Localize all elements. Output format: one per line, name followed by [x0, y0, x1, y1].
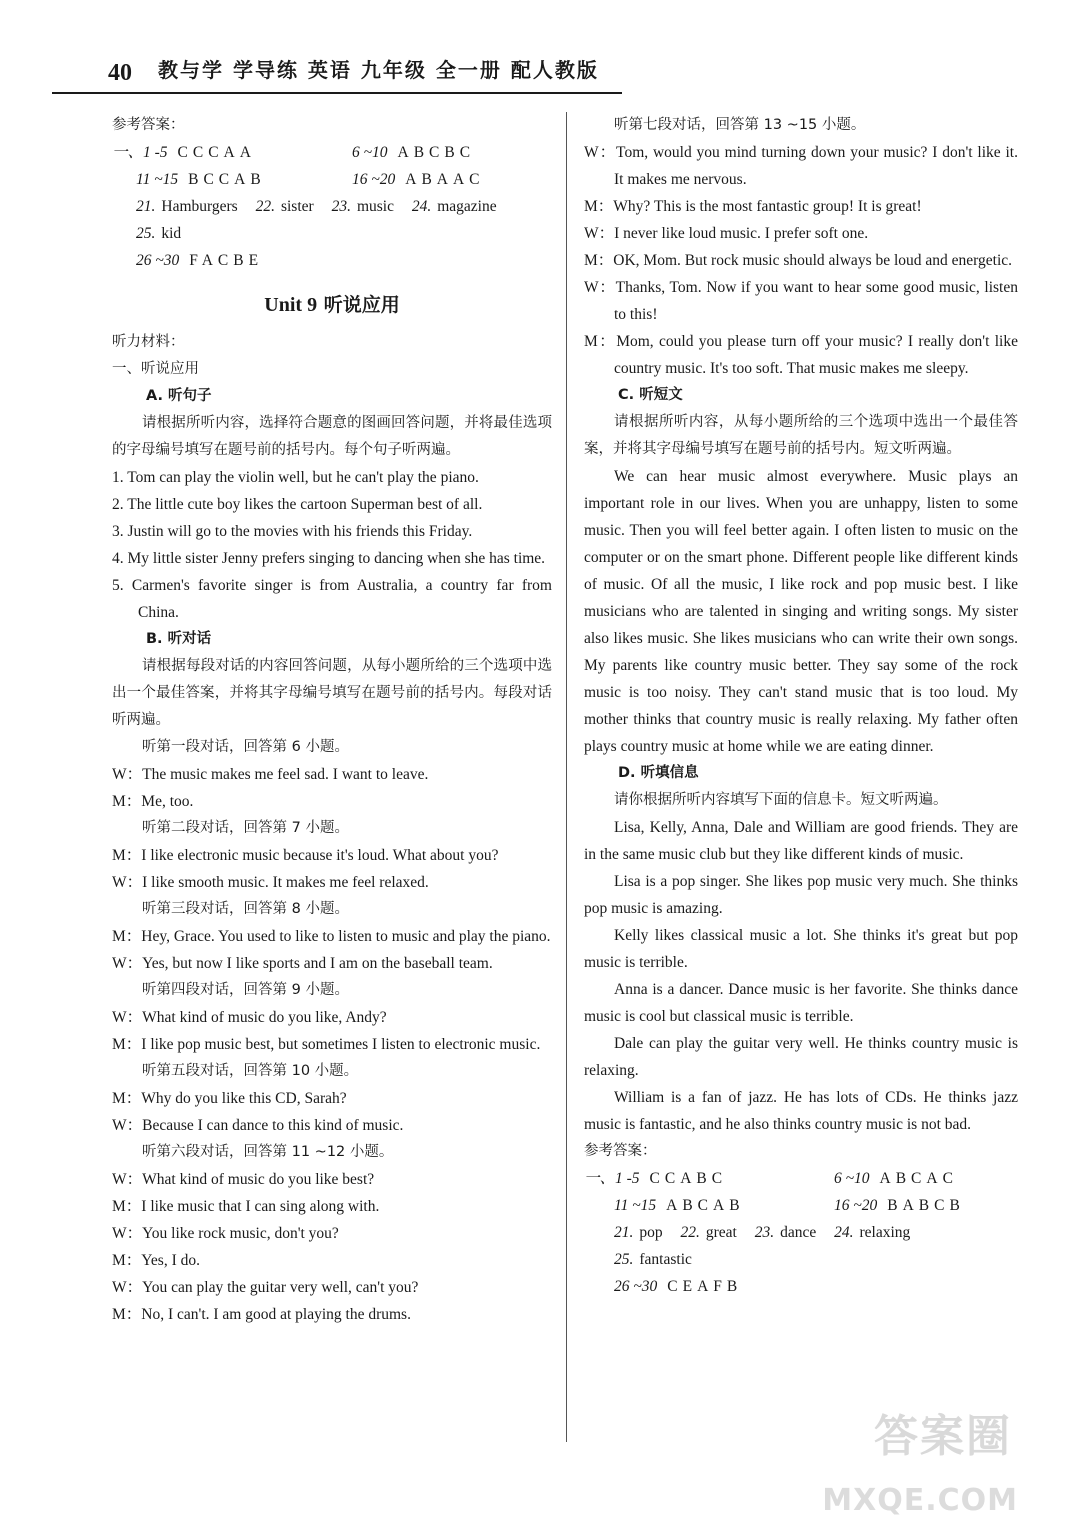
fill-word: fantastic — [639, 1251, 692, 1268]
fill-number: 22. — [680, 1224, 700, 1241]
answer-range: 16 ~20 — [352, 171, 396, 188]
dialogue-line: M：Me, too. — [112, 793, 194, 810]
dialogue-line: W：You can play the guitar very well, can't you? — [112, 1279, 419, 1296]
answer-letters: ABCAB — [666, 1197, 745, 1214]
sentence-item: 1. Tom can play the violin well, but he can't play the piano. — [112, 469, 479, 486]
fill-word: kid — [161, 225, 182, 242]
materials-heading: 听力材料： — [112, 334, 185, 350]
answer-range: 6 ~10 — [834, 1170, 870, 1187]
info-paragraph: Lisa is a pop singer. She likes pop music very much. She thinks pop music is amazing. — [584, 873, 1018, 917]
section-c-title: C. 听短文 — [618, 387, 683, 403]
fill-word: Hamburgers — [161, 198, 238, 215]
answer-letters: BCCAB — [188, 171, 266, 188]
dialogue-line: M：No, I can't. I am good at playing the drums. — [112, 1306, 411, 1323]
watermark-logo: 答案圈 — [874, 1411, 1012, 1462]
dialogue-line: W：Thanks, Tom. Now if you want to hear some good music, listen to this! — [584, 279, 1018, 323]
answer-range: 26 ~30 — [136, 252, 180, 269]
dialogue-intro: 听第三段对话，回答第 8 小题。 — [142, 901, 349, 917]
fill-number: 21. — [614, 1224, 634, 1241]
prev-fill-answers — [112, 193, 552, 220]
answer-letters: CCABC — [649, 1170, 728, 1187]
prev-answers-heading: 参考答案： — [112, 117, 185, 133]
section-b-title: B. 听对话 — [146, 631, 212, 647]
fill-answers — [584, 1219, 1018, 1246]
fill-word: dance — [780, 1224, 817, 1241]
dialogue-line: W：The music makes me feel sad. I want to leave. — [112, 766, 429, 783]
info-paragraph: Kelly likes classical music a lot. She thinks it's great but pop music is terrible. — [584, 927, 1018, 971]
answer-range: 6 ~10 — [352, 144, 388, 161]
answers-row-2 — [584, 1192, 1018, 1219]
section-one-heading: 一、听说应用 — [112, 361, 199, 377]
unit-title — [112, 292, 552, 319]
dialogue-intro: 听第四段对话，回答第 9 小题。 — [142, 982, 349, 998]
dialogue-line: M：Hey, Grace. You used to like to listen to music and play the piano. — [112, 928, 551, 945]
answer-range: 11 ~15 — [614, 1197, 657, 1214]
fill-word: magazine — [437, 198, 497, 215]
answer-letters: ABCAC — [879, 1170, 958, 1187]
dialogue-intro: 听第五段对话，回答第 10 小题。 — [142, 1063, 359, 1079]
info-paragraph: William is a fan of jazz. He has lots of CDs. He thinks jazz music is fantastic, and he also thinks country music is not bad. — [584, 1089, 1018, 1133]
passage-text: We can hear music almost everywhere. Music plays an important role in our lives. When you are unhappy, listen to some music. Then you will feel better again. I often listen to music on the computer or on the smart phone. Different people like different kinds of music. Of all the music, I like rock and pop music best. I like musicians who are talented in singing and writing songs. My sister also likes music. She likes musicians who can write their own songs. My parents like country music better. They say some of the rock music is too noisy. They can't stand music that is too loud. My mother thinks that country music is really relaxing. My father often plays country music at home while we are eating dinner. — [584, 468, 1018, 755]
dialogue-intro: 听第七段对话，回答第 13 ~15 小题。 — [614, 117, 866, 133]
fill-number: 23. — [754, 1224, 775, 1241]
dialogue-line: M：I like electronic music because it's loud. What about you? — [112, 847, 499, 864]
answer-range: 26 ~30 — [614, 1278, 658, 1295]
info-paragraph: Lisa, Kelly, Anna, Dale and William are good friends. They are in the same music club but they like different kinds of music. — [584, 819, 1018, 863]
sentence-item: 2. The little cute boy likes the cartoon Superman best of all. — [112, 496, 483, 513]
section-a-title: A. 听句子 — [146, 388, 212, 404]
answer-range: 11 ~15 — [136, 171, 179, 188]
left-column — [112, 112, 552, 1328]
dialogue-intro: 听第六段对话，回答第 11 ~12 小题。 — [142, 1144, 394, 1160]
answers-row-1 — [584, 1165, 1018, 1192]
dialogue-line: W：What kind of music do you like, Andy? — [112, 1009, 387, 1026]
info-paragraph: Dale can play the guitar very well. He thinks country music is relaxing. — [584, 1035, 1018, 1079]
dialogue-line: M：Yes, I do. — [112, 1252, 200, 1269]
right-column — [584, 112, 1018, 1300]
unit-title-en: Unit 9 — [264, 294, 318, 316]
fill-word: great — [705, 1224, 737, 1241]
dialogue-line: W：Tom, would you mind turning down your music? I don't like it. It makes me nervous. — [584, 144, 1018, 188]
answer-letters: ABAAC — [405, 171, 485, 188]
info-paragraph: Anna is a dancer. Dance music is her favorite. She thinks dance music is cool but classical music is terrible. — [584, 981, 1018, 1025]
fill-word: music — [356, 198, 394, 215]
dialogue-line: W：What kind of music do you like best? — [112, 1171, 375, 1188]
answer-letters: BABCB — [887, 1197, 965, 1214]
dialogue-line: M：OK, Mom. But rock music should always be loud and energetic. — [584, 252, 1013, 269]
dialogue-line: W：Because I can dance to this kind of music. — [112, 1117, 404, 1134]
fill-number: 25. — [136, 225, 156, 242]
page-header — [52, 52, 622, 94]
dialogue-line: M：I like pop music best, but sometimes I listen to electronic music. — [112, 1036, 541, 1053]
section-d-instruction: 请你根据所听内容填写下面的信息卡。短文听两遍。 — [614, 792, 948, 808]
sentence-item: 3. Justin will go to the movies with his friends this Friday. — [112, 523, 473, 540]
watermark-url: MXQE.COM — [822, 1483, 1018, 1518]
answer-letters: ABCBC — [397, 144, 476, 161]
dialogue-line: M：Why do you like this CD, Sarah? — [112, 1090, 347, 1107]
fill-word: sister — [280, 198, 314, 215]
prev-answers-row-2 — [112, 166, 552, 193]
dialogue-line: W：I never like loud music. I prefer soft one. — [584, 225, 869, 242]
column-divider — [566, 112, 567, 1442]
answers-row-3 — [584, 1273, 1018, 1300]
section-c-instruction: 请根据所听内容，从每小题所给的三个选项中选出一个最佳答案，并将其字母编号填写在题号前的括号内。短文听两遍。 — [584, 414, 1018, 457]
prev-answers-row-3 — [112, 247, 552, 274]
fill-word: relaxing — [859, 1224, 911, 1241]
dialogue-intro: 听第一段对话，回答第 6 小题。 — [142, 739, 349, 755]
answer-range: 16 ~20 — [834, 1197, 878, 1214]
answer-range: 一、1 -5 — [112, 144, 168, 161]
fill-number: 24. — [411, 198, 432, 215]
section-a-instruction: 请根据所听内容，选择符合题意的图画回答问题，并将最佳选项的字母编号填写在题号前的括号内。每个句子听两遍。 — [112, 415, 552, 458]
answer-letters: FACBE — [189, 252, 264, 269]
section-b-instruction: 请根据每段对话的内容回答问题，从每小题所给的三个选项中选出一个最佳答案，并将其字母编号填写在题号前的括号内。每段对话听两遍。 — [112, 658, 552, 728]
dialogue-intro: 听第二段对话，回答第 7 小题。 — [142, 820, 349, 836]
prev-fill-25 — [112, 220, 552, 247]
dialogue-line: W：I like smooth music. It makes me feel relaxed. — [112, 874, 429, 891]
fill-number: 24. — [834, 1224, 854, 1241]
book-title: 教与学 学导练 英语 九年级 全一册 配人教版 — [158, 58, 599, 82]
answer-letters: CCCAA — [177, 144, 256, 161]
prev-answers-row-1 — [112, 139, 552, 166]
unit-title-cn: 听说应用 — [323, 294, 400, 316]
fill-answer-25 — [584, 1246, 1018, 1273]
fill-number: 21. — [136, 198, 156, 215]
fill-word: pop — [639, 1224, 663, 1241]
answers-heading: 参考答案： — [584, 1143, 657, 1159]
answer-letters: CEAFB — [667, 1278, 743, 1295]
dialogue-line: M：Why? This is the most fantastic group! It is great! — [584, 198, 922, 215]
fill-number: 23. — [331, 198, 351, 215]
dialogue-line: W：Yes, but now I like sports and I am on the baseball team. — [112, 955, 493, 972]
sentence-item: 5. Carmen's favorite singer is from Australia, a country far from China. — [112, 577, 552, 621]
fill-number: 22. — [255, 198, 275, 215]
page-number: 40 — [108, 60, 132, 86]
answer-range: 一、1 -5 — [584, 1170, 640, 1187]
dialogue-line: M：Mom, could you please turn off your music? I really don't like country music. It's too soft. That music makes me sleepy. — [584, 333, 1018, 377]
sentence-item: 4. My little sister Jenny prefers singing to dancing when she has time. — [112, 550, 546, 567]
fill-number: 25. — [614, 1251, 634, 1268]
dialogue-line: W：You like rock music, don't you? — [112, 1225, 339, 1242]
section-d-title: D. 听填信息 — [618, 765, 699, 781]
dialogue-line: M：I like music that I can sing along with. — [112, 1198, 380, 1215]
